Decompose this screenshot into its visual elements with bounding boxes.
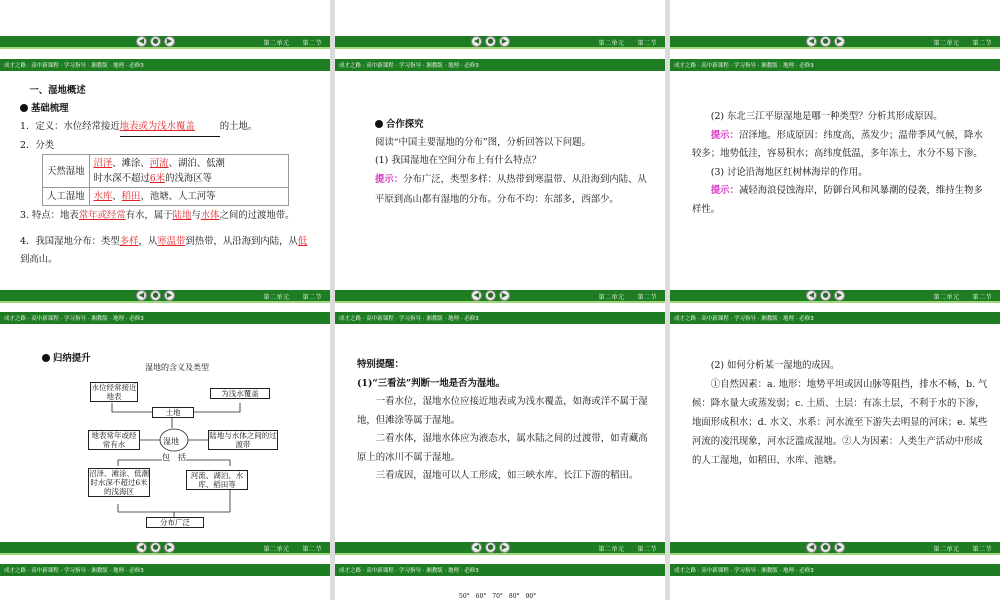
- slide-5: [335, 290, 665, 562]
- nav-buttons: [471, 542, 510, 553]
- next-icon[interactable]: ▶: [499, 542, 510, 553]
- natural-label: 天然湿地: [43, 155, 90, 188]
- artificial-label: 人工湿地: [43, 188, 90, 206]
- include-label: 包 括: [162, 453, 186, 462]
- box-artificial-types: 河流、湖泊、水库、稻田等: [186, 470, 248, 490]
- slide-topbar: [335, 36, 665, 49]
- prev-icon[interactable]: ◀: [471, 36, 482, 47]
- slide-1: [0, 0, 330, 290]
- distribution: 4．我国湿地分布：类型多样，从寒温带到热带，从沿海到内陆，从低到高山。: [20, 236, 308, 265]
- box-natural-types: 沼泽、滩涂、低潮时水深不超过6米的浅海区: [89, 469, 149, 496]
- prev-icon[interactable]: ◀: [471, 290, 482, 301]
- question-3: (3) 讨论沿海地区红树林海岸的作用。: [710, 166, 868, 178]
- diagram-title: 湿地的含义及类型: [145, 363, 209, 372]
- slide-7: [0, 542, 330, 600]
- coop-heading: 合作探究: [375, 116, 649, 134]
- nav-buttons: [471, 290, 510, 301]
- next-icon[interactable]: ▶: [164, 542, 175, 553]
- classification-table: [42, 154, 289, 206]
- analysis: ①自然因素：a. 地形：地势平坦或因山脉等阻挡，排水不畅，b. 气候：降水量大或蒸发弱；c. 土质、土层：有冻土层，不利于水的下渗，地面形成积水；d. 水文、水系：河水流至下游失去明显的河床；e. 某些河流的凌汛现象，河水泛滥成湿地。②人为因素：人类生产活动中形成的人工湿地，如稻田、水库、池塘。: [692, 379, 988, 466]
- answer-3: 提示：减轻海浪侵蚀海岸，防御台风和风暴潮的侵袭，维持生物多样性。: [692, 185, 983, 215]
- nav-buttons: [136, 36, 175, 47]
- bullet-icon: [375, 120, 383, 128]
- nav-buttons: [136, 542, 175, 553]
- box-land: 土地: [152, 407, 194, 418]
- summary-heading: 归纳提升: [42, 350, 316, 368]
- slide-2: [335, 0, 665, 290]
- reminder-3: 二看水体，湿地水体应为液态水，属水陆之间的过渡带，如青藏高原上的冰川不属于湿地。: [357, 433, 648, 463]
- home-icon[interactable]: ●: [820, 290, 831, 301]
- reminder-1: (1)“三看法”判断一地是否为湿地。: [357, 377, 506, 389]
- next-icon[interactable]: ▶: [834, 290, 845, 301]
- answer-1: 提示：分布广泛，类型多样：从热带到寒温带、从沿海到内陆、从平原到高山都有湿地的分布。分布不均：东部多，西部少。: [375, 174, 647, 205]
- slide-topbar: [335, 290, 665, 303]
- prev-icon[interactable]: ◀: [806, 36, 817, 47]
- table-row: [43, 188, 289, 206]
- next-icon[interactable]: ▶: [834, 542, 845, 553]
- slide-6: [670, 290, 1000, 562]
- home-icon[interactable]: ●: [150, 36, 161, 47]
- home-icon[interactable]: ●: [820, 542, 831, 553]
- slide-9: [670, 542, 1000, 600]
- artificial-desc: 水库、稻田、池塘、人工河等: [89, 188, 288, 206]
- question-1: (1) 我国湿地在空间分布上有什么特点？: [375, 155, 542, 166]
- slide-body: [20, 82, 316, 155]
- next-icon[interactable]: ▶: [164, 290, 175, 301]
- next-icon[interactable]: ▶: [499, 36, 510, 47]
- table-row: [43, 155, 289, 188]
- slide-topbar: [670, 542, 1000, 555]
- slide-body: [375, 116, 649, 210]
- slide-body: [692, 108, 988, 219]
- box-transition: 陆地与水体之间的过渡带: [209, 431, 277, 449]
- section-label: 第二单元 第二节: [598, 40, 657, 47]
- section-label: 第二单元 第二节: [933, 546, 992, 553]
- slide-header: [670, 312, 1000, 324]
- slide-header: [0, 59, 330, 71]
- slide-header: [335, 564, 665, 576]
- slide-topbar: [0, 36, 330, 49]
- slide-header: [335, 312, 665, 324]
- box-wetland: 湿地: [163, 437, 179, 446]
- next-icon[interactable]: ▶: [834, 36, 845, 47]
- home-icon[interactable]: ●: [150, 290, 161, 301]
- prev-icon[interactable]: ◀: [136, 290, 147, 301]
- box-water-surface: 地表常年或经常有水: [88, 430, 140, 450]
- reminder-title: 特别提醒：: [357, 359, 404, 370]
- section-label: 第二单元 第二节: [933, 40, 992, 47]
- natural-desc: 沼泽、滩涂、河流、湖泊、低潮 时水深不超过6米的浅海区等: [89, 155, 288, 188]
- definition: 1．定义：水位经常接近地表或为浅水覆盖 的土地。: [20, 118, 316, 137]
- features: 3. 特点：地表常年或经常有水，属于陆地与水体之间的过渡地带。: [20, 210, 295, 221]
- header-text: 成才之路 · 高中新课程 · 学习指导 · 湘教版 · 地理 · 必修3: [4, 316, 144, 322]
- section-label: 第二单元 第二节: [263, 40, 322, 47]
- prev-icon[interactable]: ◀: [136, 542, 147, 553]
- bullet-icon: [20, 104, 28, 112]
- home-icon[interactable]: ●: [485, 542, 496, 553]
- answer-2: 提示：沼泽地。形成原因：纬度高，蒸发少；温带季风气候，降水较多；地势低洼，容易积水；高纬度低温，多年冻土，水分不易下渗。: [692, 129, 983, 159]
- section-label: 第二单元 第二节: [263, 294, 322, 301]
- slide-header: [0, 564, 330, 576]
- basic-heading: 基础梳理: [20, 100, 316, 118]
- header-text: 成才之路 · 高中新课程 · 学习指导 · 湘教版 · 地理 · 必修3: [674, 568, 814, 574]
- reminder-4: 三看成因，湿地可以人工形成，如三峡水库、长江下游的稻田。: [375, 470, 639, 481]
- prev-icon[interactable]: ◀: [806, 542, 817, 553]
- slide-body: [692, 356, 988, 470]
- question-2: (2) 东北三江平原湿地是哪一种类型？分析其形成原因。: [710, 111, 943, 122]
- slide-topbar: [0, 542, 330, 555]
- prev-icon[interactable]: ◀: [471, 542, 482, 553]
- home-icon[interactable]: ●: [485, 290, 496, 301]
- slide-4: [0, 290, 330, 562]
- slide-header: [670, 59, 1000, 71]
- classification-label: 2．分类: [20, 140, 55, 151]
- slide-3: [670, 0, 1000, 290]
- reminder-2: 一看水位，湿地水位应接近地表或为浅水覆盖，如海或洋不属于湿地，但滩涂等属于湿地。: [357, 396, 648, 426]
- slide-topbar: [670, 36, 1000, 49]
- slide-topbar: [670, 290, 1000, 303]
- slide-header: [670, 564, 1000, 576]
- nav-buttons: [471, 36, 510, 47]
- header-text: 成才之路 · 高中新课程 · 学习指导 · 湘教版 · 地理 · 必修3: [674, 63, 814, 69]
- home-icon[interactable]: ●: [150, 542, 161, 553]
- header-text: 成才之路 · 高中新课程 · 学习指导 · 湘教版 · 地理 · 必修3: [674, 316, 814, 322]
- slide-body-2: [20, 207, 316, 269]
- header-text: 成才之路 · 高中新课程 · 学习指导 · 湘教版 · 地理 · 必修3: [339, 63, 479, 69]
- section-label: 第二单元 第二节: [598, 294, 657, 301]
- question: (2) 如何分析某一湿地的成因。: [710, 360, 840, 371]
- header-text: 成才之路 · 高中新课程 · 学习指导 · 湘教版 · 地理 · 必修3: [4, 568, 144, 574]
- slide-header: [335, 59, 665, 71]
- home-icon[interactable]: ●: [485, 36, 496, 47]
- slide-body: [357, 356, 649, 486]
- slide-topbar: [335, 542, 665, 555]
- nav-buttons: [806, 36, 845, 47]
- next-icon[interactable]: ▶: [499, 290, 510, 301]
- next-icon[interactable]: ▶: [164, 36, 175, 47]
- box-shallow-water: 为浅水覆盖: [210, 388, 270, 399]
- intro: 阅读“中国主要湿地的分布”图，分析回答以下问题。: [375, 137, 591, 148]
- box-wide-distribution: 分布广泛: [146, 517, 204, 528]
- header-text: 成才之路 · 高中新课程 · 学习指导 · 湘教版 · 地理 · 必修3: [339, 316, 479, 322]
- header-text: 成才之路 · 高中新课程 · 学习指导 · 湘教版 · 地理 · 必修3: [4, 63, 144, 69]
- slide-8: [335, 542, 665, 600]
- home-icon[interactable]: ●: [820, 36, 831, 47]
- concept-diagram: [0, 290, 330, 562]
- section-title: 一、湿地概述: [29, 85, 86, 96]
- prev-icon[interactable]: ◀: [136, 36, 147, 47]
- section-label: 第二单元 第二节: [933, 294, 992, 301]
- section-label: 第二单元 第二节: [263, 546, 322, 553]
- map-axis-labels: 50° 60° 70° 80° 90°: [459, 593, 537, 600]
- header-text: 成才之路 · 高中新课程 · 学习指导 · 湘教版 · 地理 · 必修3: [339, 568, 479, 574]
- nav-buttons: [806, 290, 845, 301]
- prev-icon[interactable]: ◀: [806, 290, 817, 301]
- section-label: 第二单元 第二节: [598, 546, 657, 553]
- box-near-surface: 水位经常接近地表: [91, 383, 137, 401]
- nav-buttons: [806, 542, 845, 553]
